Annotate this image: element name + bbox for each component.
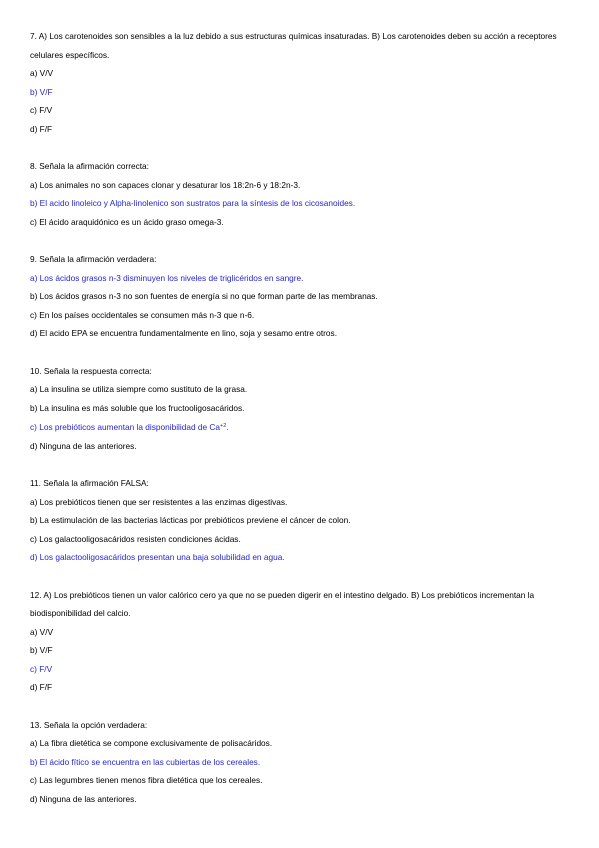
document-page bbox=[30, 27, 575, 827]
question-7 bbox=[30, 27, 575, 138]
answer-option-correct: d) Los galactooligosacáridos presentan una baja solubilidad en agua. bbox=[30, 552, 285, 562]
question-12 bbox=[30, 586, 575, 697]
question-stem: 11. Señala la afirmación FALSA: bbox=[30, 478, 149, 488]
answer-option: a) La fibra dietética se compone exclusivamente de polisacáridos. bbox=[30, 738, 273, 748]
answer-option: d) F/F bbox=[30, 682, 53, 692]
answer-option: c) Las legumbres tienen menos fibra dietética que los cereales. bbox=[30, 775, 263, 785]
question-stem: 9. Señala la afirmación verdadera: bbox=[30, 254, 157, 264]
answer-option: d) Ninguna de las anteriores. bbox=[30, 793, 137, 804]
answer-option-text: c) Los prebióticos aumentan la disponibilidad de Ca bbox=[30, 422, 221, 432]
calcium-charge-superscript: +2 bbox=[220, 423, 227, 429]
question-stem: 13. Señala la opción verdadera: bbox=[30, 719, 148, 730]
answer-option: c) En los países occidentales se consumen más n-3 que n-6. bbox=[30, 309, 255, 320]
question-stem: 8. Señala la afirmación correcta: bbox=[30, 161, 149, 171]
answer-option-correct: b) El ácido fítico se encuentra en las cubiertas de los cereales. bbox=[30, 756, 261, 767]
answer-option: c) Los galactooligosacáridos resisten condiciones ácidas. bbox=[30, 533, 241, 544]
question-11 bbox=[30, 474, 575, 567]
answer-option: a) V/V bbox=[30, 68, 54, 78]
question-9 bbox=[30, 250, 575, 343]
answer-option-correct: b) V/F bbox=[30, 86, 53, 97]
question-13 bbox=[30, 716, 575, 809]
answer-option: d) Ninguna de las anteriores. bbox=[30, 440, 137, 451]
answer-option: c) F/V bbox=[30, 105, 53, 115]
answer-option: b) La estimulación de las bacterias lácticas por prebióticos previene el cáncer de colon. bbox=[30, 515, 351, 525]
answer-option-correct: c) Los prebióticos aumentan la disponibilidad de $Ca^{+2}$. bbox=[30, 422, 229, 432]
question-stem: 12. A) Los prebióticos tienen un valor calórico cero ya que no se pueden digerir en el intestino delgado. B) Los prebióticos incrementan la biodisponibilidad del calcio. bbox=[30, 589, 535, 618]
answer-option-correct: a) Los ácidos grasos n-3 disminuyen los niveles de triglicéridos en sangre. bbox=[30, 272, 304, 283]
question-stem: 7. A) Los carotenoides son sensibles a la luz debido a sus estructuras químicas insaturadas. B) Los carotenoides deben su acción a receptores celulares específicos. bbox=[30, 31, 557, 60]
answer-option: b) La insulina es más soluble que los fructooligosacáridos. bbox=[30, 402, 245, 413]
question-stem: 10. Señala la respuesta correcta: bbox=[30, 365, 152, 376]
answer-option-correct: c) F/V bbox=[30, 663, 53, 674]
answer-option: a) Los prebióticos tienen que ser resistentes a las enzimas digestivas. bbox=[30, 496, 288, 507]
answer-option: b) Los ácidos grasos n-3 no son fuentes de energía si no que forman parte de las membranas. bbox=[30, 291, 378, 301]
question-8 bbox=[30, 157, 575, 231]
answer-option: d) F/F bbox=[30, 123, 53, 134]
answer-option: d) El acido EPA se encuentra fundamentalmente en lino, soja y sesamo entre otros. bbox=[30, 328, 338, 338]
question-10 bbox=[30, 362, 575, 456]
answer-option: b) V/F bbox=[30, 645, 53, 655]
answer-option: c) El ácido araquidónico es un ácido graso omega-3. bbox=[30, 216, 224, 227]
answer-option: a) Los animales no son capaces clonar y desaturar los 18:2n-6 y 18:2n-3. bbox=[30, 179, 301, 190]
answer-option: a) La insulina se utiliza siempre como sustituto de la grasa. bbox=[30, 384, 248, 394]
answer-option: a) V/V bbox=[30, 626, 54, 637]
answer-option-correct: b) El acido linoleico y Alpha-linolenico son sustratos para la síntesis de los cicosanoides. bbox=[30, 198, 356, 208]
